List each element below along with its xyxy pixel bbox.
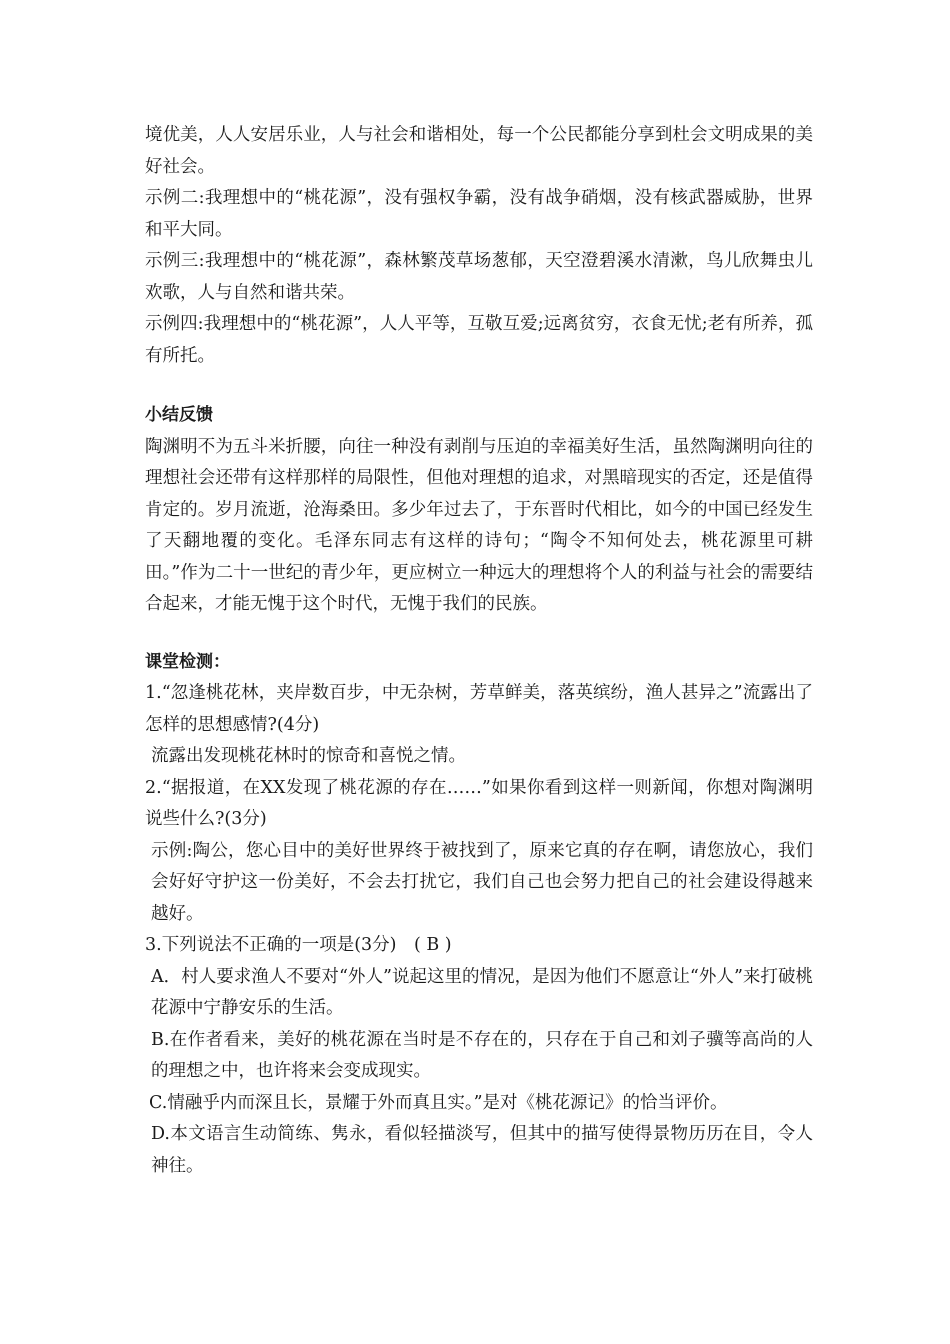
answer-1: 流露出发现桃花林时的惊奇和喜悦之情。 (151, 746, 466, 766)
question-2: 2.“据报道，在XX发现了桃花源的存在……”如果你看到这样一则新闻，你想对陶渊明说些什么?(3分) (145, 777, 813, 829)
spacer (145, 372, 813, 400)
document-content (145, 120, 813, 1182)
option-a: A．村人要求渔人不要对“外人”说起这里的情况，是因为他们不愿意让“外人”来打破桃花源中宁静安乐的生活。 (151, 966, 813, 1018)
option-d: D.本文语言生动简练、隽永，看似轻描淡写，但其中的描写使得景物历历在目，令人神往。 (151, 1124, 813, 1176)
test-heading: 课堂检测： (145, 651, 230, 672)
option-c: C.情融乎内而深且长，景耀于外而真且实。”是对《桃花源记》的恰当评价。 (149, 1092, 728, 1113)
option-b: B.在作者看来，美好的桃花源在当时是不存在的，只存在于自己和刘子骥等高尚的人的理想之中，也许将来会变成现实。 (151, 1029, 813, 1081)
answer-2: 示例:陶公，您心目中的美好世界终于被找到了，原来它真的存在啊，请您放心，我们会好好守护这一份美好，不会去打扰它，我们自己也会努力把自己的社会建设得越来越好。 (151, 840, 813, 924)
example-three: 示例三:我理想中的“桃花源”，森林繁茂草场葱郁，天空澄碧溪水清漱，鸟儿欣舞虫儿欢歌，人与自然和谐共荣。 (145, 251, 813, 303)
example-one-continuation: 境优美，人人安居乐业，人与社会和谐相处，每一个公民都能分享到杜会文明成果的美好社会。 (145, 125, 813, 177)
summary-heading: 小结反馈 (145, 405, 213, 425)
example-two: 示例二:我理想中的“桃花源”，没有强权争霸，没有战争硝烟，没有核武器威胁，世界和平大同。 (145, 188, 813, 240)
example-four: 示例四:我理想中的“桃花源”，人人平等，互敬互爱;远离贫穷，衣食无忧;老有所养，孤有所托。 (145, 314, 813, 366)
spacer (145, 621, 813, 647)
question-1: 1.“忽逢桃花林，夹岸数百步，中无杂树，芳草鲜美，落英缤纷，渔人甚异之”流露出了怎样的思想感情?(4分) (145, 683, 813, 735)
question-3: 3.下列说法不正确的一项是(3分) ( B ) (145, 935, 452, 955)
summary-body: 陶渊明不为五斗米折腰，向往一种没有剥削与压迫的幸福美好生活，虽然陶渊明向往的理想社会还带有这样那样的局限性，但他对理想的追求，对黑暗现实的否定，还是值得肯定的。岁月流逝，沧海桑田。多少年过去了，于东晋时代相比，如今的中国已经发生了天翻地覆的变化。毛泽东同志有这样的诗句；“陶令不知何处去，桃花源里可耕田。”作为二十一世纪的青少年，更应树立一种远大的理想将个人的利益与社会的需要结合起来，才能无愧于这个时代，无愧于我们的民族。 (145, 436, 813, 614)
